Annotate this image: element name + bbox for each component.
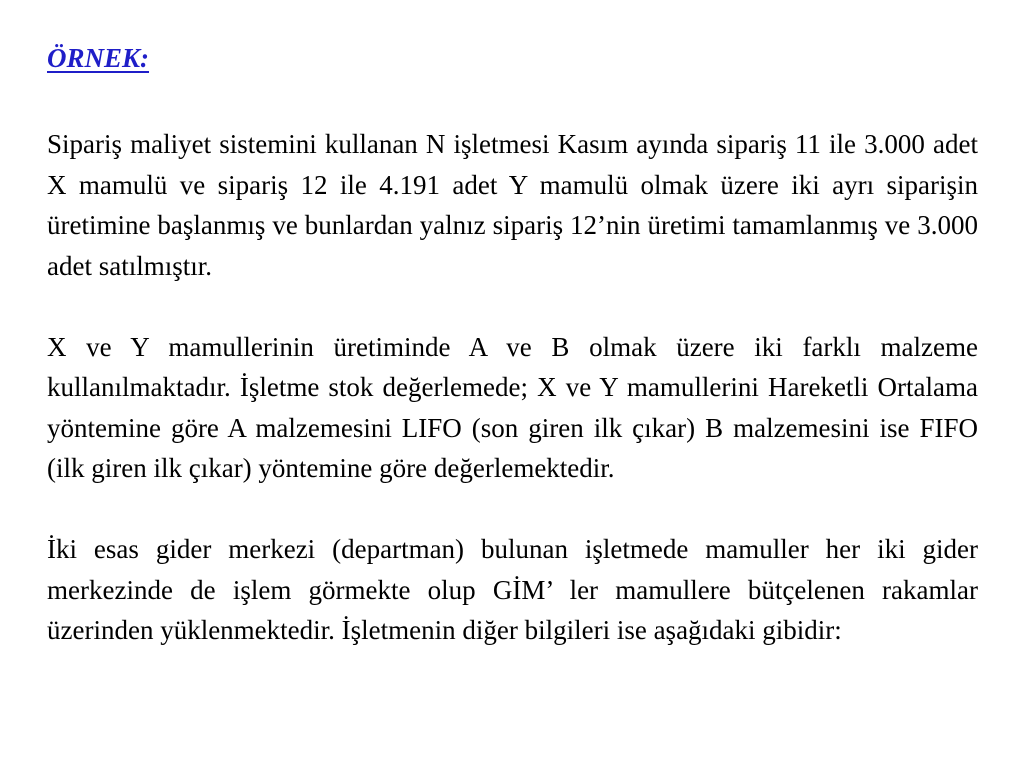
slide-body — [47, 124, 978, 651]
slide-title: ÖRNEK: — [47, 43, 150, 73]
paragraph-material-valuation: X ve Y mamullerinin üretiminde A ve B olmak üzere iki farklı malzeme kullanılmaktadır. İşletme stok değerlemede; X ve Y mamullerini Hareketli Ortalama yöntemine göre A malzemesini LIFO (son giren ilk çıkar) B malzemesini ise FIFO (ilk giren ilk çıkar) yöntemine göre değerlemektedir. — [47, 331, 978, 483]
paragraph-cost-centers: İki esas gider merkezi (departman) bulunan işletmede mamuller her iki gider merkezinde de işlem görmekte olup GİM’ ler mamullere bütçelenen rakamlar üzerinden yüklenmektedir. İşletmenin diğer bilgileri ise aşağıdaki gibidir: — [47, 534, 978, 645]
paragraph-order-description: Sipariş maliyet sistemini kullanan N işletmesi Kasım ayında sipariş 11 ile 3.000 adet X mamulü ve sipariş 12 ile 4.191 adet Y mamulü olmak üzere iki ayrı siparişin üretimine başlanmış ve bunlardan yalnız sipariş 12’nin üretimi tamamlanmış ve 3.000 adet satılmıştır. — [47, 129, 978, 281]
